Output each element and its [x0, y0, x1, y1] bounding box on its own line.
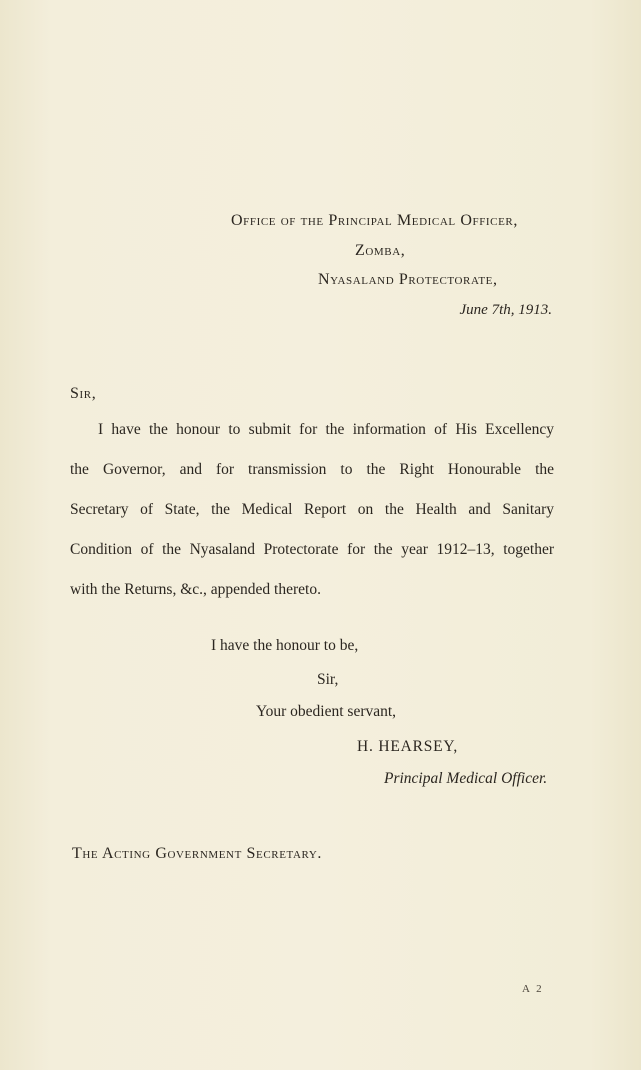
addressee: The Acting Government Secretary. [72, 845, 322, 862]
body-line-1: I have the honour to submit for the information of His Excellency [98, 421, 554, 438]
letter-date: June 7th, 1913. [459, 302, 552, 318]
body-line-2: the Governor, and for transmission to the Right Honourable the [70, 461, 554, 478]
closing-line-2: Sir, [317, 671, 339, 688]
place-heading: Zomba, [355, 242, 406, 259]
signature: H. HEARSEY, [357, 738, 459, 755]
body-line-3: Secretary of State, the Medical Report on the Health and Sanitary [70, 501, 554, 518]
folio-mark: A 2 [522, 983, 544, 995]
closing-line-1: I have the honour to be, [211, 637, 359, 654]
signatory-title: Principal Medical Officer. [384, 770, 548, 787]
body-line-4: Condition of the Nyasaland Protectorate for the year 1912–13, together [70, 541, 554, 558]
closing-line-3: Your obedient servant, [256, 703, 397, 720]
office-heading: Office of the Principal Medical Officer, [231, 212, 518, 229]
body-line-5: with the Returns, &c., appended thereto. [70, 581, 321, 598]
territory-heading: Nyasaland Protectorate, [318, 271, 498, 288]
salutation: Sir, [70, 385, 97, 402]
